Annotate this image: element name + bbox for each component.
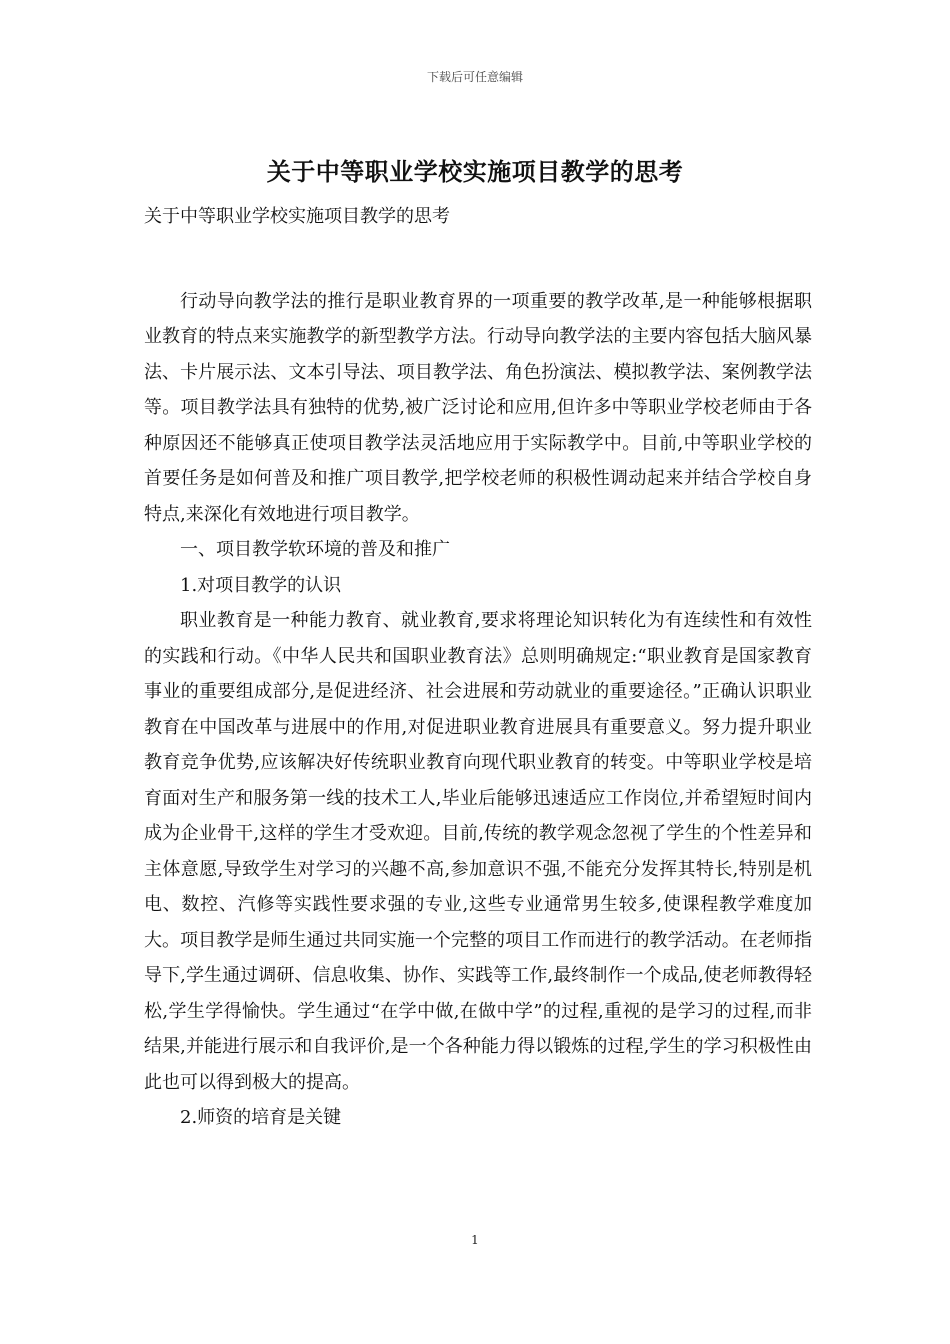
section-heading-1: 一、项目教学软环境的普及和推广 <box>180 539 450 560</box>
body-paragraph: 职业教育是一种能力教育、就业教育,要求将理论知识转化为有连续性和有效性的实践和行动。《中华人民共和国职业教育法》总则明确规定:“职业教育是国家教育事业的重要组成部分,是促进经济、社会进展和劳动就业的重要途径。”正确认识职业教育在中国改革与进展中的作用,对促进职业教育进展具有重要意义。努力提升职业教育竞争优势,应该解决好传统职业教育向现代职业教育的转变。中等职业学校是培育面对生产和服务第一线的技术工人,毕业后能够迅速适应工作岗位,并希望短时间内成为企业骨干,这样的学生才受欢迎。目前,传统的教学观念忽视了学生的个性差异和主体意愿,导致学生对学习的兴趣不高,参加意识不强,不能充分发挥其特长,特别是机电、数控、汽修等实践性要求强的专业,这些专业通常男生较多,使课程教学难度加大。项目教学是师生通过共同实施一个完整的项目工作而进行的教学活动。在老师指导下,学生通过调研、信息收集、协作、实践等工作,最终制作一个成品,使老师教得轻松,学生学得愉快。学生通过“在学中做,在做中学”的过程,重视的是学习的过程,而非结果,并能进行展示和自我评价,是一个各种能力得以锻炼的过程,学生的学习积极性由此也可以得到极大的提高。 <box>144 610 812 1093</box>
document-subtitle: 关于中等职业学校实施项目教学的思考 <box>144 206 450 227</box>
header-note: 下载后可任意编辑 <box>426 70 523 84</box>
page-number: 1 <box>471 1233 479 1247</box>
intro-paragraph: 行动导向教学法的推行是职业教育界的一项重要的教学改革,是一种能够根据职业教育的特点来实施教学的新型教学方法。行动导向教学法的主要内容包括大脑风暴法、卡片展示法、文本引导法、项目教学法、角色扮演法、模拟教学法、案例教学法等。项目教学法具有独特的优势,被广泛讨论和应用,但许多中等职业学校老师由于各种原因还不能够真正使项目教学法灵活地应用于实际教学中。目前,中等职业学校的首要任务是如何普及和推广项目教学,把学校老师的积极性调动起来并结合学校自身特点,来深化有效地进行项目教学。 <box>144 290 812 525</box>
subsection-heading-1: 1.对项目教学的认识 <box>180 574 342 596</box>
subsection-heading-2: 2.师资的培育是关键 <box>180 1107 342 1128</box>
document-body <box>144 199 812 1136</box>
document-title: 关于中等职业学校实施项目教学的思考 <box>266 157 684 186</box>
